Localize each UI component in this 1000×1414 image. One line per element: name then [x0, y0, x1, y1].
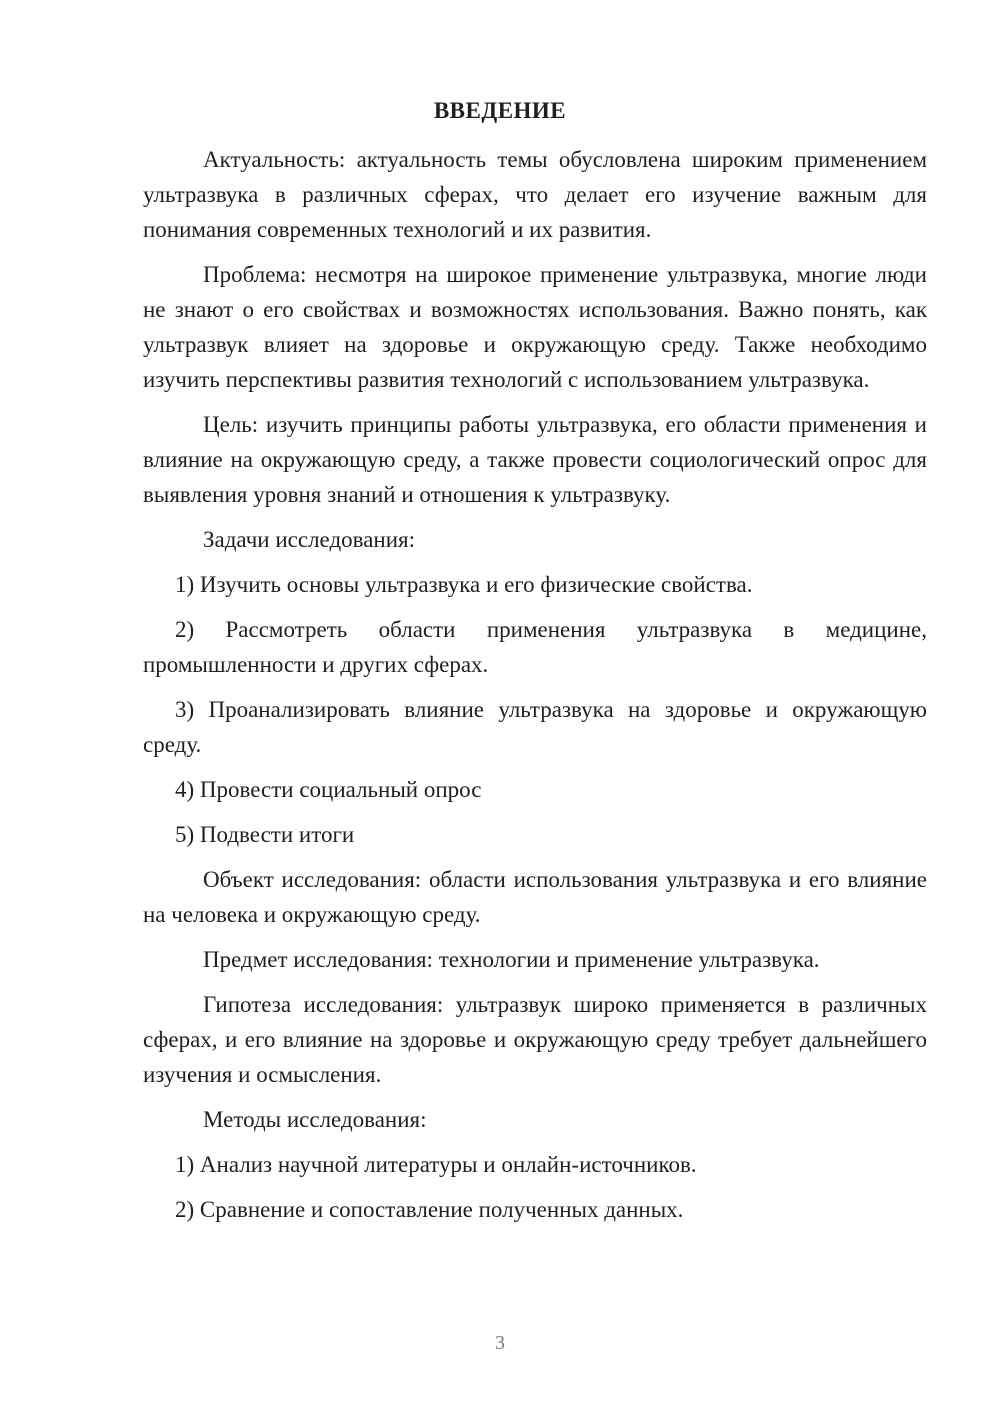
- task-item-2: 2) Рассмотреть области применения ультразвука в медицине, промышленности и других сферах.: [143, 617, 927, 677]
- page-number: 3: [495, 1332, 505, 1354]
- method-item-2: 2) Сравнение и сопоставление полученных данных.: [175, 1197, 684, 1222]
- paragraph-problem: Проблема: несмотря на широкое применение ультразвука, многие люди не знают о его свойствах и возможностях использования. Важно понять, как ультразвук влияет на здоровье и окружающую среду. Также необходимо изучить перспективы развития технологий с использованием ультразвука.: [143, 262, 927, 392]
- paragraph-methods-heading: Методы исследования:: [203, 1107, 427, 1132]
- method-item-1: 1) Анализ научной литературы и онлайн-источников.: [175, 1152, 697, 1177]
- paragraph-goal: Цель: изучить принципы работы ультразвука, его области применения и влияние на окружающую среду, а также провести социологический опрос для выявления уровня знаний и отношения к ультразвуку.: [143, 412, 927, 507]
- task-item-4: 4) Провести социальный опрос: [175, 777, 482, 802]
- task-item-1: 1) Изучить основы ультразвука и его физические свойства.: [175, 572, 753, 597]
- paragraph-relevance: Актуальность: актуальность темы обусловлена широким применением ультразвука в различных сферах, что делает его изучение важным для понимания современных технологий и их развития.: [143, 147, 927, 242]
- paragraph-subject: Предмет исследования: технологии и применение ультразвука.: [203, 947, 820, 972]
- task-item-5: 5) Подвести итоги: [175, 822, 355, 847]
- paragraph-object: Объект исследования: области использования ультразвука и его влияние на человека и окружающую среду.: [143, 867, 927, 927]
- paragraph-hypothesis: Гипотеза исследования: ультразвук широко применяется в различных сферах, и его влияние на здоровье и окружающую среду требует дальнейшего изучения и осмысления.: [143, 992, 927, 1087]
- document-body: [143, 142, 927, 1237]
- page-title: ВВЕДЕНИЕ: [433, 98, 567, 123]
- task-item-3: 3) Проанализировать влияние ультразвука на здоровье и окружающую среду.: [143, 697, 927, 757]
- paragraph-tasks-heading: Задачи исследования:: [203, 527, 416, 552]
